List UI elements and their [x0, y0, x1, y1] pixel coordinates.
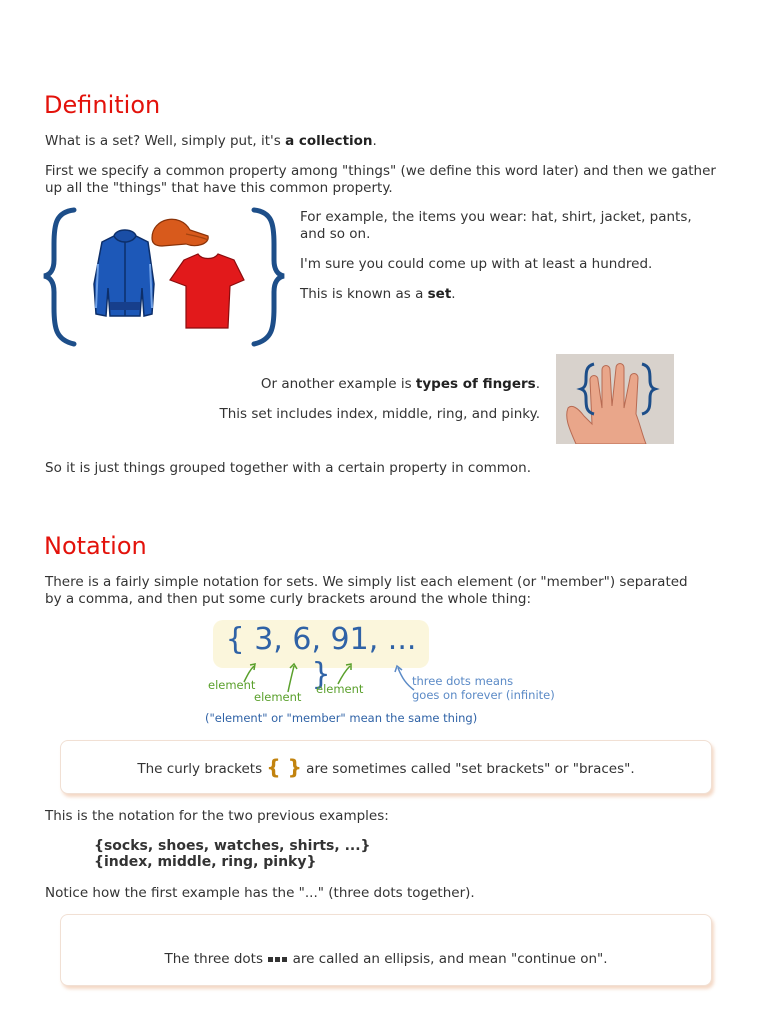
ellipsis-callout — [60, 914, 712, 986]
known-prefix: This is known as a — [300, 286, 428, 302]
dots-note-line2: goes on forever (infinite) — [412, 688, 555, 702]
callout2-prefix: The three dots — [164, 951, 268, 967]
definition-summary: So it is just things grouped together with a certain property in common. — [45, 460, 532, 476]
known-bold: set — [427, 286, 452, 302]
intro-text: What is a set? Well, simply put, it's — [45, 133, 286, 149]
braces-callout — [60, 740, 712, 794]
cap-icon — [152, 219, 208, 246]
curly-brace-left-icon — [44, 210, 74, 344]
notation-heading: Notation — [44, 532, 147, 560]
jacket-icon — [94, 230, 154, 316]
fingers-suffix: . — [535, 376, 540, 392]
curly-brace-right-icon — [254, 210, 284, 344]
definition-para1: First we specify a common property among "things" (we define this word later) and then we gather up all the "things" that have this common property. — [45, 163, 716, 196]
callout1-suffix: are sometimes called "set brackets" or "braces". — [301, 761, 635, 777]
hundred-text: I'm sure you could come up with at least a hundred. — [300, 256, 653, 272]
hand-photo-icon — [556, 354, 674, 444]
element-label-3: element — [316, 682, 364, 696]
member-note: ("element" or "member" mean the same thing) — [205, 711, 478, 725]
definition-intro — [45, 133, 745, 150]
example-set-2: {index, middle, ring, pinky} — [94, 854, 317, 870]
element-label-2: element — [254, 690, 302, 704]
notation-para1: There is a fairly simple notation for sets. We simply list each element (or "member") separated by a comma, and then put some curly brackets around the whole thing: — [45, 574, 688, 607]
examples-intro: This is the notation for the two previous examples: — [45, 808, 389, 824]
set-example-text: { 3, 6, 91, ... } — [225, 622, 417, 692]
clothes-set-illustration — [40, 204, 288, 350]
example-clothes-text: For example, the items you wear: hat, shirt, jacket, pants, and so on. — [300, 209, 692, 242]
dots-para: Notice how the first example has the "..." (three dots together). — [45, 885, 475, 901]
tshirt-icon — [170, 254, 244, 328]
fingers-prefix: Or another example is — [260, 376, 416, 392]
callout1-prefix: The curly brackets — [137, 761, 267, 777]
braces-glyph: { } — [266, 755, 302, 779]
intro-suffix: . — [372, 133, 377, 149]
callout2-suffix: are called an ellipsis, and mean "continue on". — [288, 951, 608, 967]
fingers-bold: types of fingers — [415, 376, 536, 392]
known-suffix: . — [451, 286, 456, 302]
intro-bold: a collection — [285, 133, 373, 149]
definition-heading: Definition — [44, 91, 161, 119]
known-as-set-text — [300, 286, 720, 303]
arrow-icon — [288, 666, 294, 692]
fingers-list-text: This set includes index, middle, ring, and pinky. — [219, 406, 540, 422]
dots-note-line1: three dots means — [412, 674, 514, 688]
element-label-1: element — [208, 678, 256, 692]
fingers-example-text — [160, 376, 540, 393]
example-set-1: {socks, shoes, watches, shirts, ...} — [94, 838, 371, 854]
ellipsis-dots-icon — [267, 915, 288, 1001]
